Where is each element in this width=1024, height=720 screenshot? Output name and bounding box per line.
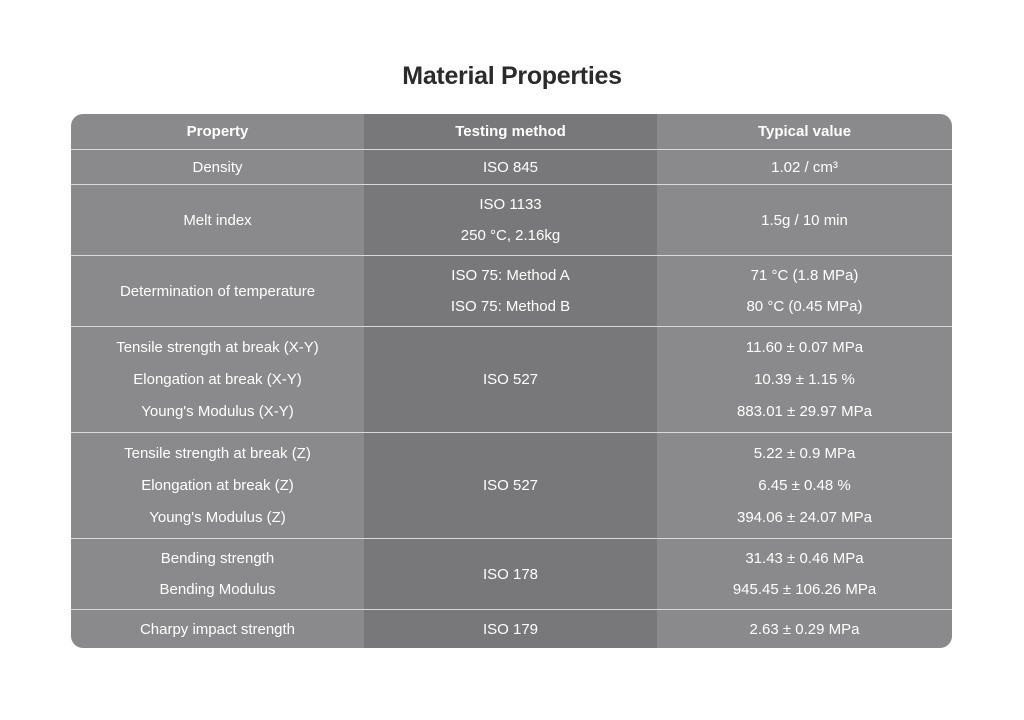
cell-text: Bending Modulus — [159, 581, 276, 598]
cell-text: Young's Modulus (X-Y) — [141, 403, 294, 421]
value-cell — [657, 327, 952, 432]
table-row — [71, 609, 952, 648]
header-testing-method: Testing method — [455, 123, 566, 140]
cell-text: 1.02 / cm³ — [771, 158, 838, 176]
cell-text: Determination of temperature — [119, 282, 316, 300]
property-cell — [71, 150, 364, 184]
cell-text: Young's Modulus (Z) — [149, 509, 286, 527]
cell-text: 250 °C, 2.16kg — [460, 227, 561, 244]
cell-text: 71 °C (1.8 MPa) — [750, 267, 859, 284]
property-cell — [71, 327, 364, 432]
table-row — [71, 326, 952, 432]
property-cell — [71, 433, 364, 538]
page-title: Material Properties — [402, 62, 622, 90]
method-cell — [364, 256, 657, 326]
value-cell — [657, 433, 952, 538]
cell-text: ISO 527 — [482, 371, 539, 388]
cell-text: 31.43 ± 0.46 MPa — [745, 550, 864, 567]
cell-text: 394.06 ± 24.07 MPa — [737, 509, 872, 527]
table-row — [71, 149, 952, 184]
cell-text: 6.45 ± 0.48 % — [758, 476, 851, 494]
cell-text: Elongation at break (Z) — [141, 476, 294, 494]
value-cell — [657, 539, 952, 609]
cell-text: Bending strength — [160, 550, 275, 567]
cell-text: 80 °C (0.45 MPa) — [746, 298, 863, 315]
cell-text: 945.45 ± 106.26 MPa — [732, 581, 877, 598]
table-row — [71, 255, 952, 326]
method-cell — [364, 610, 657, 648]
cell-text: Tensile strength at break (Z) — [124, 444, 311, 462]
table-row — [71, 184, 952, 255]
cell-text: Tensile strength at break (X-Y) — [116, 338, 319, 356]
cell-text: 2.63 ± 0.29 MPa — [749, 620, 860, 638]
cell-text: 1.5g / 10 min — [761, 211, 848, 229]
method-cell — [364, 150, 657, 184]
property-cell — [71, 539, 364, 609]
value-cell — [657, 185, 952, 255]
cell-text: ISO 845 — [482, 158, 539, 176]
header-typical-value: Typical value — [757, 123, 852, 140]
cell-text: ISO 179 — [482, 620, 539, 638]
value-cell — [657, 610, 952, 648]
table-row — [71, 538, 952, 609]
cell-text: ISO 75: Method A — [451, 267, 570, 284]
value-cell — [657, 256, 952, 326]
cell-text: 10.39 ± 1.15 % — [754, 370, 855, 388]
cell-text: 883.01 ± 29.97 MPa — [737, 403, 872, 421]
cell-text: ISO 75: Method B — [450, 298, 571, 315]
property-cell — [71, 256, 364, 326]
table-row — [71, 432, 952, 538]
property-cell — [71, 185, 364, 255]
method-cell — [364, 185, 657, 255]
method-cell — [364, 539, 657, 609]
cell-text: 5.22 ± 0.9 MPa — [753, 444, 856, 462]
cell-text: Charpy impact strength — [139, 620, 296, 638]
header-property: Property — [186, 123, 249, 140]
method-cell — [364, 327, 657, 432]
properties-table — [71, 114, 952, 648]
cell-text: Elongation at break (X-Y) — [133, 370, 302, 388]
cell-text: ISO 527 — [482, 477, 539, 494]
method-cell — [364, 433, 657, 538]
table-header-row — [71, 114, 952, 149]
cell-text: ISO 178 — [482, 565, 539, 583]
cell-text: Melt index — [183, 211, 252, 229]
property-cell — [71, 610, 364, 648]
cell-text: Density — [192, 158, 243, 176]
cell-text: 11.60 ± 0.07 MPa — [745, 338, 864, 356]
value-cell — [657, 150, 952, 184]
cell-text: ISO 1133 — [479, 196, 542, 213]
